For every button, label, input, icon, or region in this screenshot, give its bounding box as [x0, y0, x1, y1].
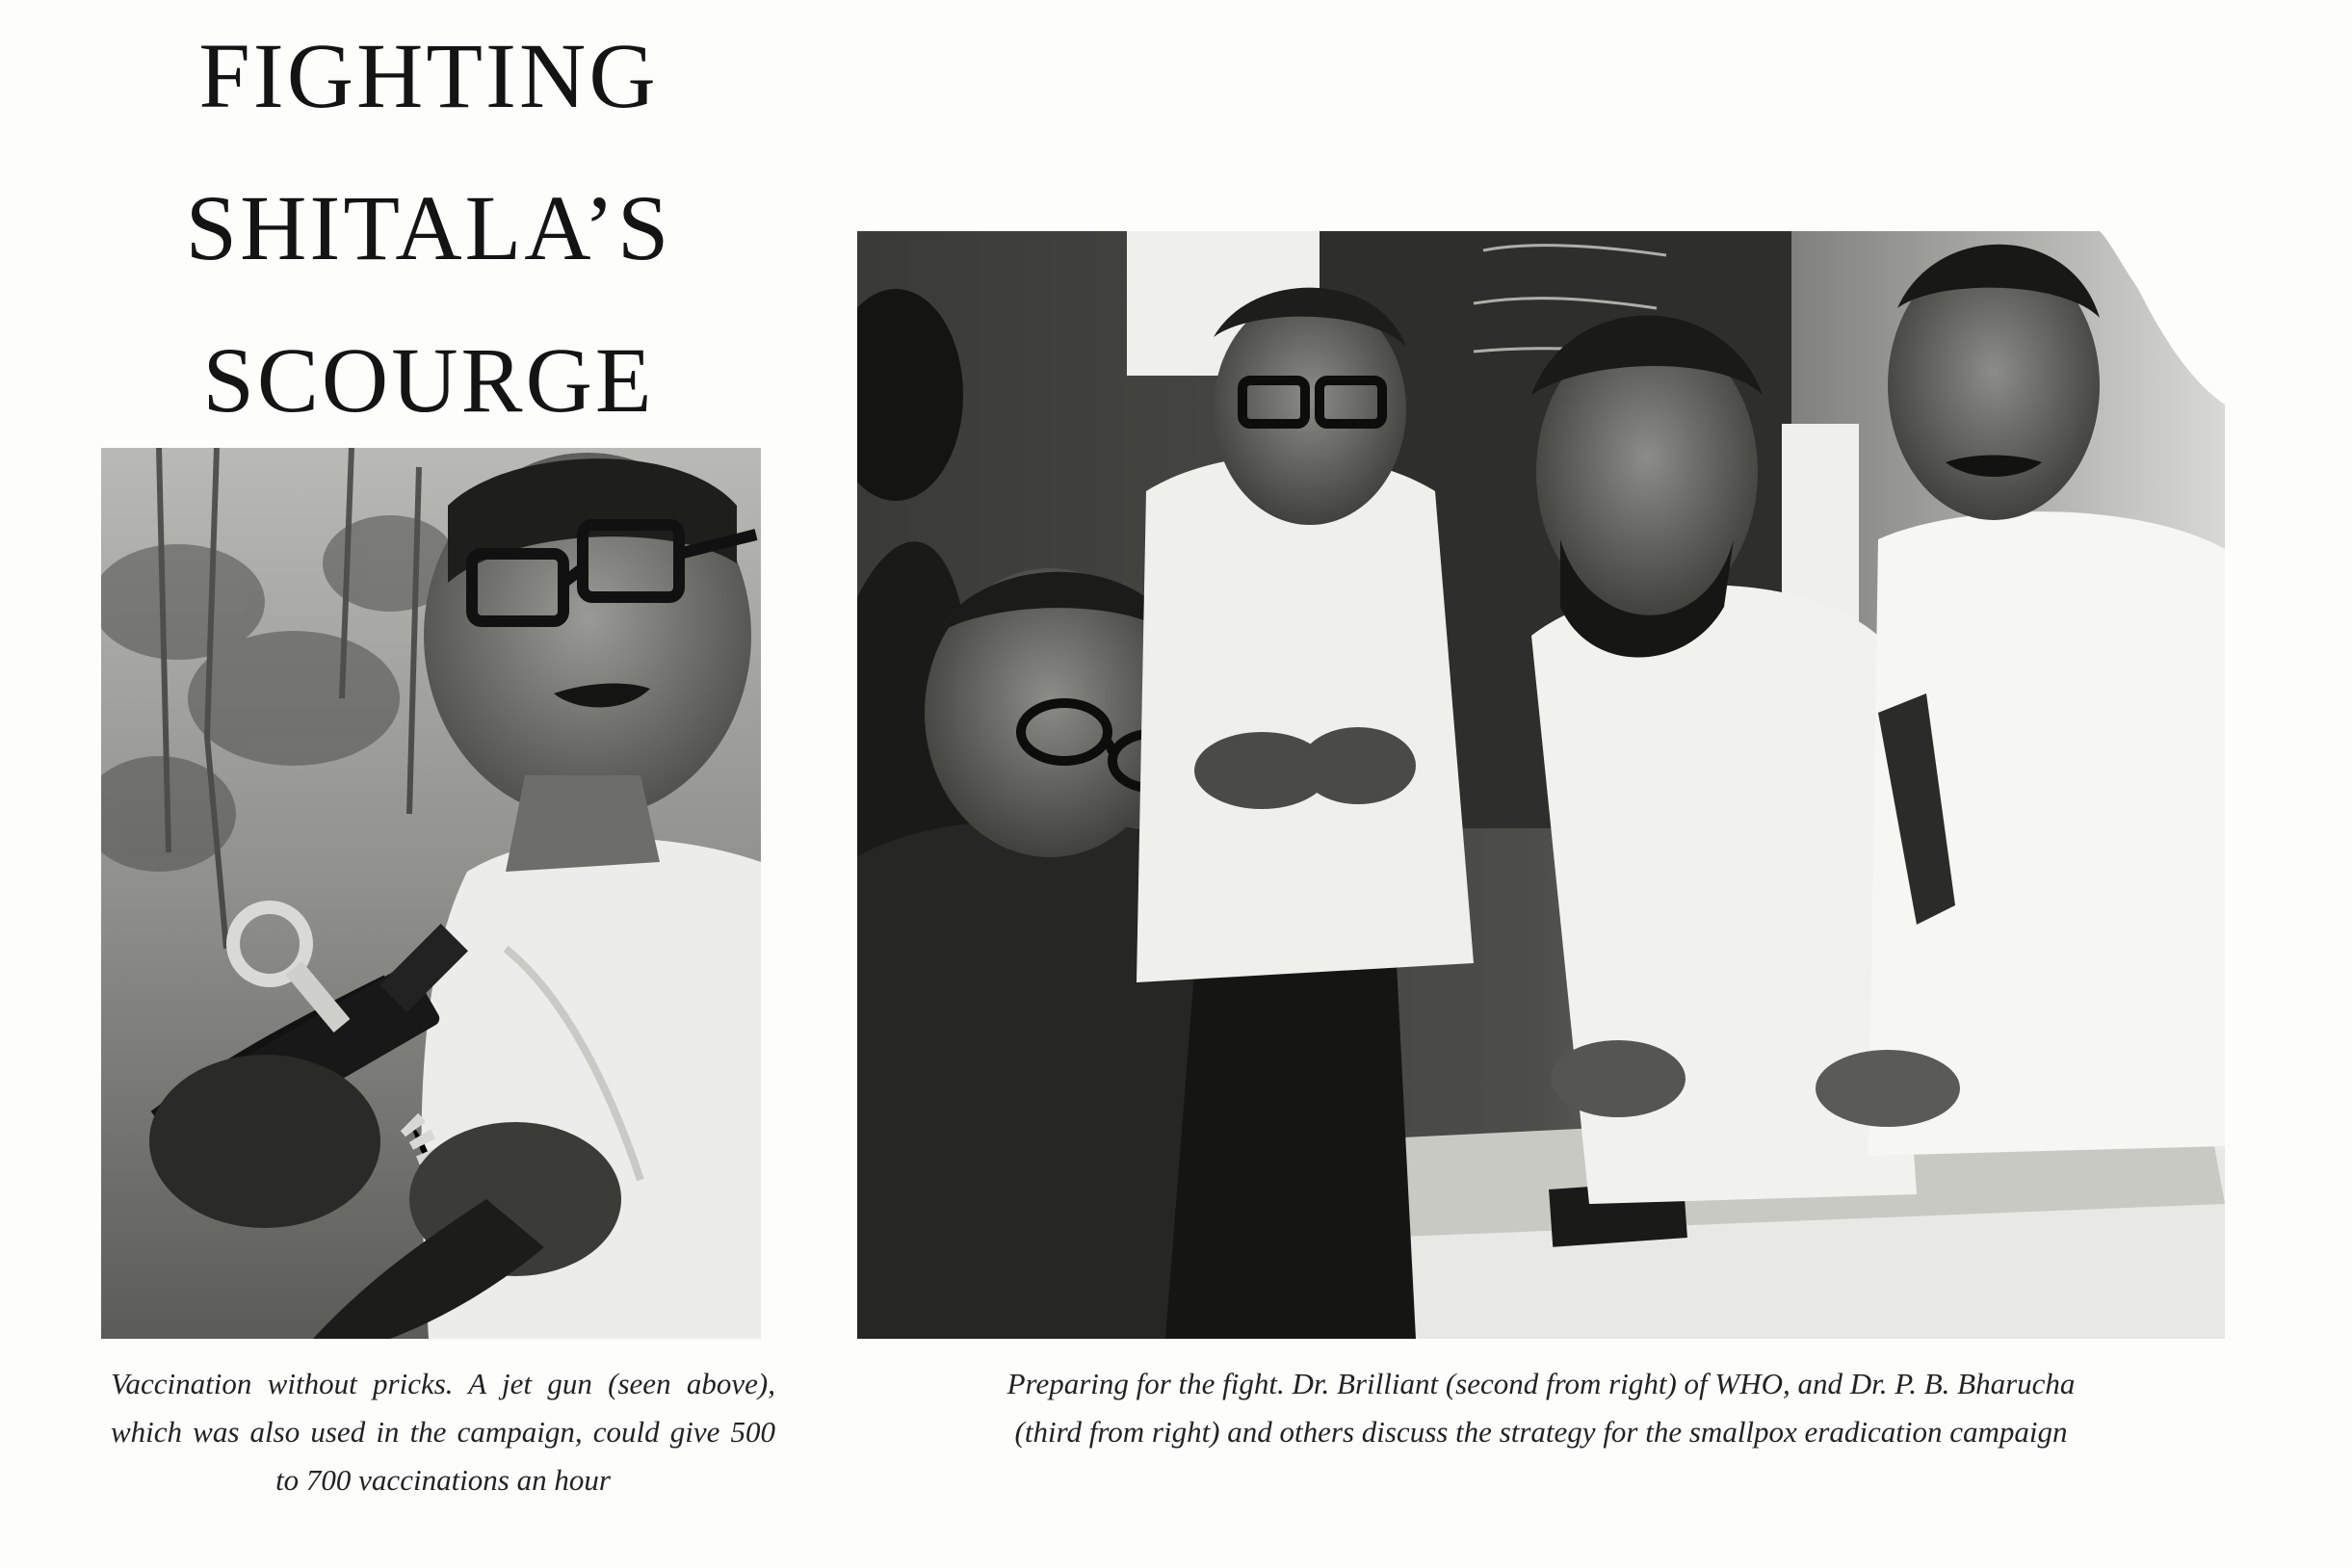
right-photo-caption	[857, 1360, 2225, 1456]
strategy-meeting-photo	[857, 231, 2225, 1339]
headline-line-1: FIGHTING	[198, 24, 659, 127]
article-headline	[91, 0, 766, 457]
headline-line-2: SHITALA’S	[185, 176, 672, 279]
right-caption-line-2: (third from right) and others discuss the strategy for the smallpox eradication campaign	[1014, 1415, 2068, 1449]
jet-gun-photo	[101, 448, 761, 1339]
right-caption-line-1: Preparing for the fight. Dr. Brilliant (second from right) of WHO, and Dr. P. B. Bharucha	[1006, 1367, 2076, 1400]
left-photo-caption: Vaccination without pricks. A jet gun (seen above), which was also used in the campaign, could give 500 to 700 vaccinations an hour	[111, 1367, 775, 1497]
headline-line-3: SCOURGE	[202, 328, 655, 431]
